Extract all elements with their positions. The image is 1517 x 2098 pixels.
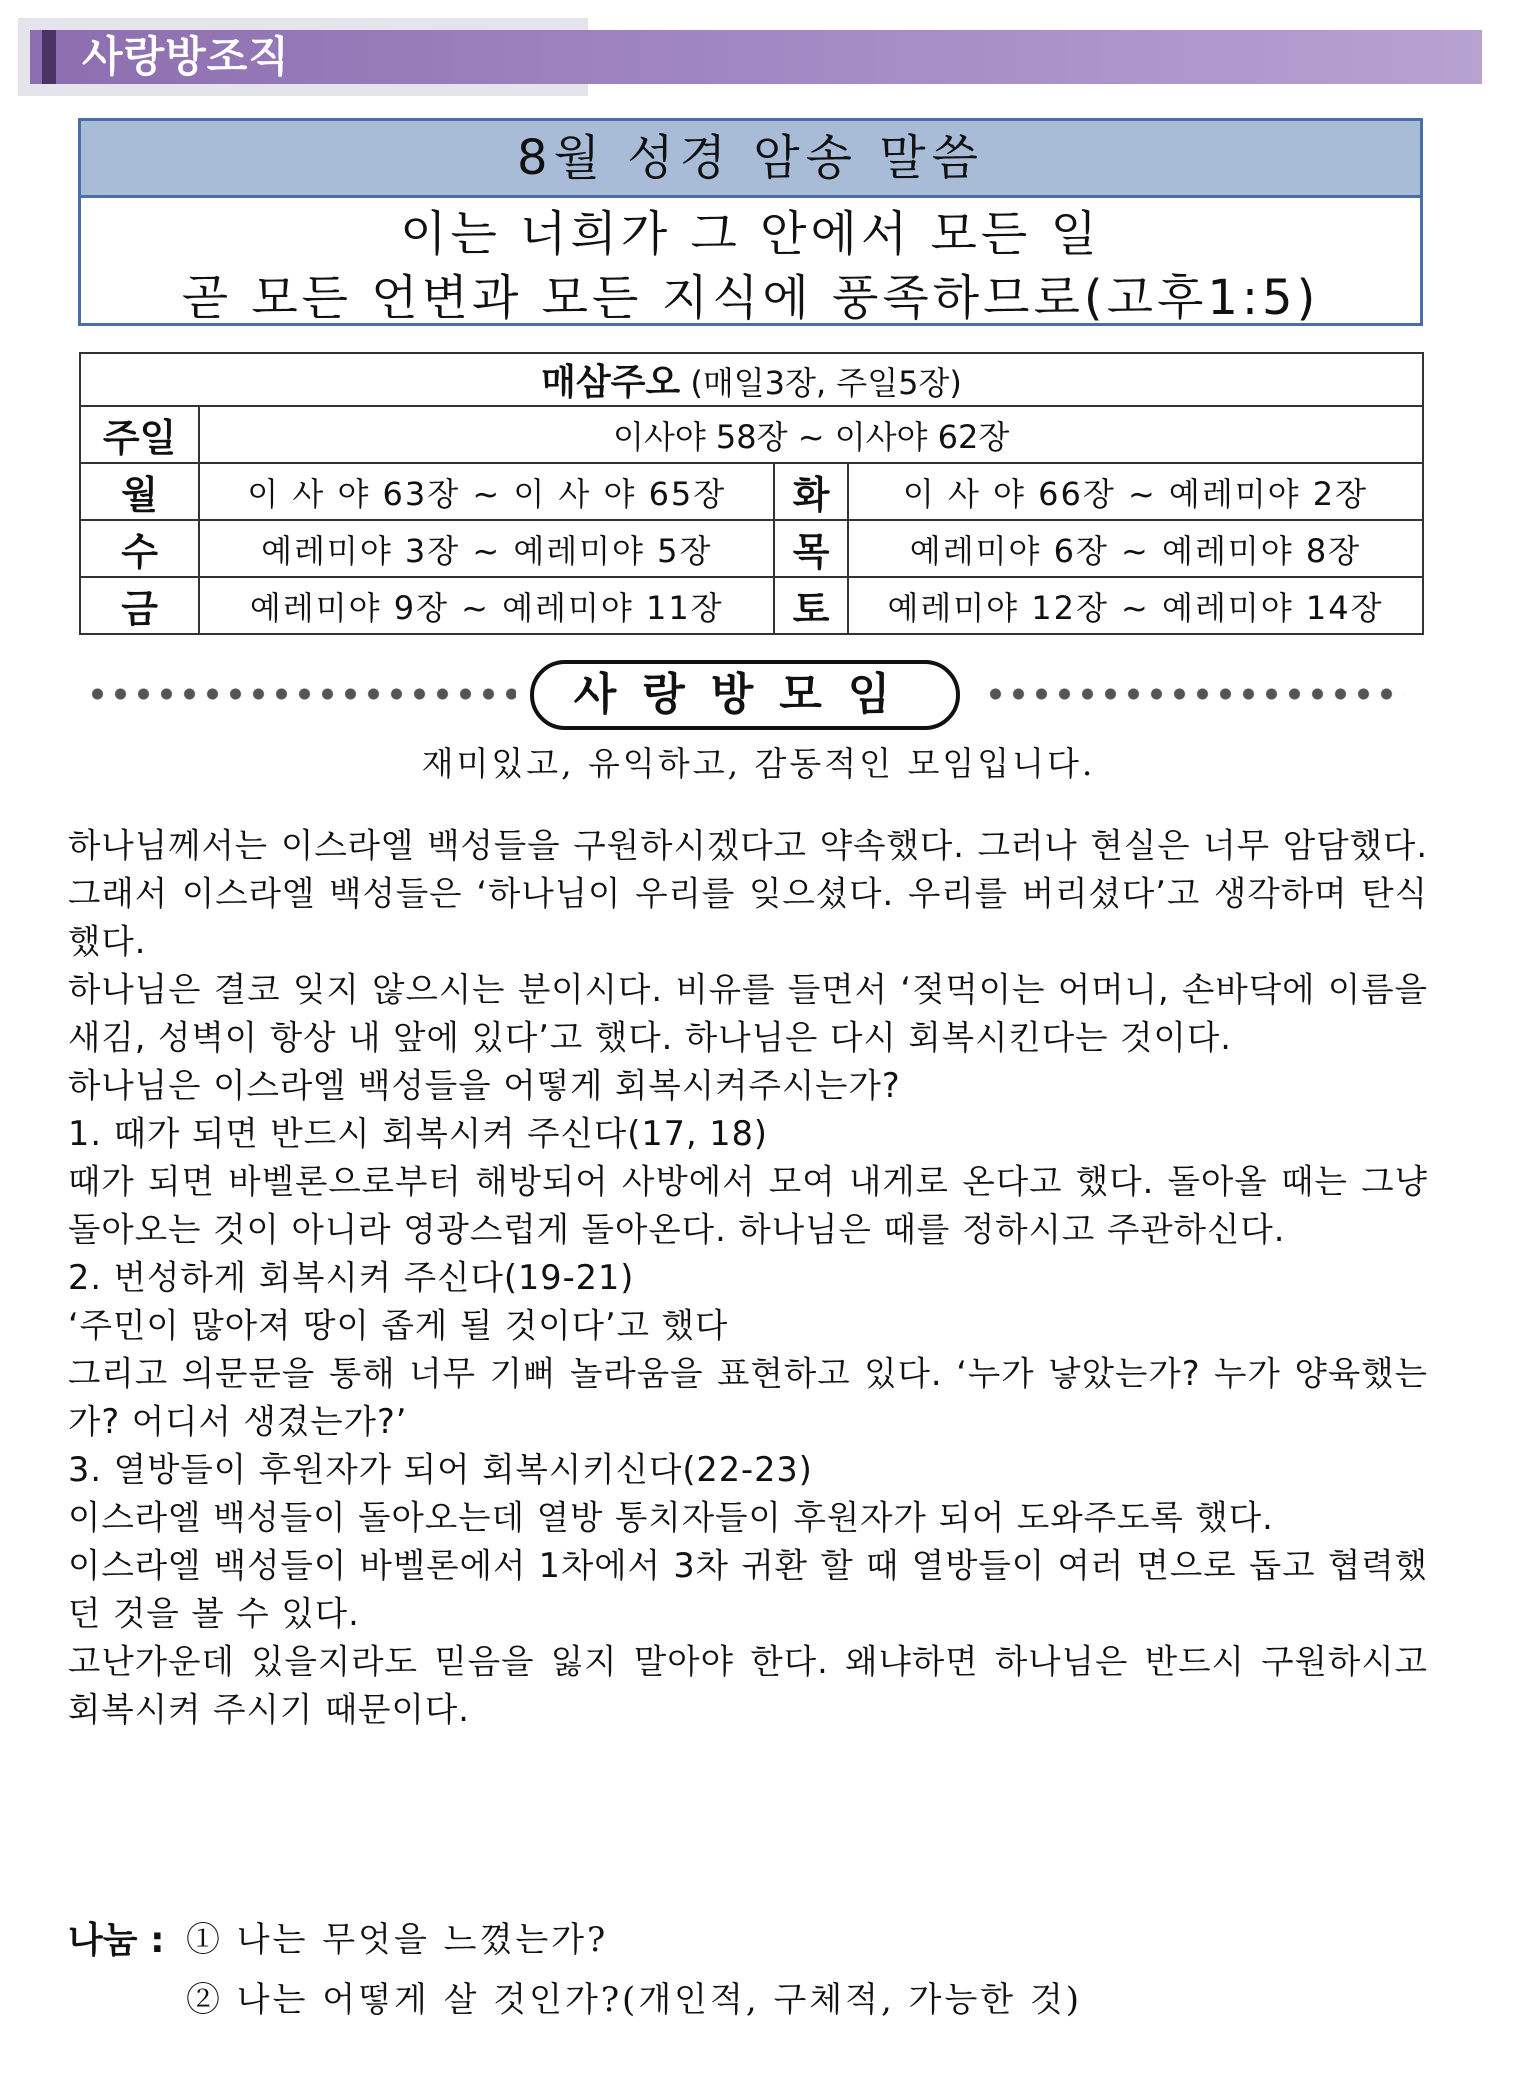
reading-title: 매삼주오	[541, 362, 681, 403]
sharing-question-1: ① 나는 무엇을 느꼈는가?	[186, 1920, 609, 1960]
range-cell: 이 사 야 63장 ~ 이 사 야 65장	[199, 463, 774, 520]
table-row	[80, 406, 1423, 463]
sharing-label: 나눔 :	[68, 1920, 165, 1961]
paragraph: 하나님은 이스라엘 백성들을 어떻게 회복시켜주시는가?	[68, 1066, 901, 1105]
paragraph: 그리고 의문문을 통해 너무 기뻐 놀라움을 표현하고 있다. ‘누가 낳았는가? 누가 양육했는가? 어디서 생겼는가?’	[68, 1354, 1428, 1441]
sharing-question-2: ② 나는 어떻게 살 것인가?(개인적, 구체적, 가능한 것)	[186, 1980, 1083, 2020]
paragraph: 때가 되면 바벨론으로부터 해방되어 사방에서 모여 내게로 온다고 했다. 돌아올 때는 그냥 돌아오는 것이 아니라 영광스럽게 돌아온다. 하나님은 때를 정하시고 주관하신다.	[68, 1162, 1428, 1249]
paragraph: 이스라엘 백성들이 바벨론에서 1차에서 3차 귀환 할 때 열방들이 여러 면으로 돕고 협력했던 것을 볼 수 있다.	[68, 1546, 1428, 1633]
memory-verse-box	[78, 118, 1423, 326]
reading-title-cell	[80, 353, 1423, 406]
verse-header: 8월 성경 암송 말씀	[81, 121, 1420, 198]
range-cell: 이사야 58장 ~ 이사야 62장	[199, 406, 1423, 463]
day-cell: 주일	[80, 406, 199, 463]
dotted-line-right	[984, 680, 1404, 708]
range-cell: 예레미야 9장 ~ 예레미야 11장	[199, 577, 774, 634]
sermon-body	[68, 822, 1428, 1734]
meeting-subtitle: 재미있고, 유익하고, 감동적인 모임입니다.	[421, 744, 1096, 783]
day-cell: 토	[774, 577, 848, 634]
table-row	[80, 463, 1423, 520]
point-heading: 1. 때가 되면 반드시 회복시켜 주신다(17, 18)	[68, 1114, 768, 1153]
day-cell: 금	[80, 577, 199, 634]
reading-title-row	[80, 353, 1423, 406]
range-cell: 예레미야 6장 ~ 예레미야 8장	[848, 520, 1423, 577]
banner-marker	[42, 30, 56, 84]
day-cell: 월	[80, 463, 199, 520]
paragraph: 하나님은 결코 잊지 않으시는 분이시다. 비유를 들면서 ‘젖먹이는 어머니, 손바닥에 이름을 새김, 성벽이 항상 내 앞에 있다’고 했다. 하나님은 다시 회복시킨다는 것이다.	[68, 970, 1428, 1057]
table-row	[80, 520, 1423, 577]
point-heading: 2. 번성하게 회복시켜 주신다(19-21)	[68, 1258, 635, 1297]
dotted-line-left	[86, 680, 516, 708]
range-cell: 예레미야 12장 ~ 예레미야 14장	[848, 577, 1423, 634]
range-cell: 이 사 야 66장 ~ 예레미야 2장	[848, 463, 1423, 520]
paragraph: 이스라엘 백성들이 돌아오는데 열방 통치자들이 후원자가 되어 도와주도록 했다.	[68, 1498, 1274, 1537]
verse-text	[81, 198, 1420, 330]
paragraph: 고난가운데 있을지라도 믿음을 잃지 말아야 한다. 왜냐하면 하나님은 반드시 구원하시고 회복시켜 주시기 때문이다.	[68, 1642, 1428, 1729]
paragraph: ‘주민이 많아져 땅이 좁게 될 것이다’고 했다	[68, 1306, 729, 1345]
paragraph: 하나님께서는 이스라엘 백성들을 구원하시겠다고 약속했다. 그러나 현실은 너무 암담했다. 그래서 이스라엘 백성들은 ‘하나님이 우리를 잊으셨다. 우리를 버리셨다’고 생각하며 탄식했다.	[68, 826, 1428, 961]
verse-line-1: 이는 너희가 그 안에서 모든 일	[400, 206, 1101, 262]
point-heading: 3. 열방들이 후원자가 되어 회복시키신다(22-23)	[68, 1450, 813, 1489]
day-cell: 화	[774, 463, 848, 520]
section-title: 사랑방조직	[82, 32, 290, 81]
reading-title-note: (매일3장, 주일5장)	[680, 364, 962, 402]
reading-plan-table	[79, 352, 1424, 635]
verse-line-2: 곧 모든 언변과 모든 지식에 풍족하므로(고후1:5)	[181, 270, 1320, 326]
range-cell: 예레미야 3장 ~ 예레미야 5장	[199, 520, 774, 577]
day-cell: 수	[80, 520, 199, 577]
table-row	[80, 577, 1423, 634]
day-cell: 목	[774, 520, 848, 577]
meeting-title: 사랑방모임	[530, 660, 960, 730]
